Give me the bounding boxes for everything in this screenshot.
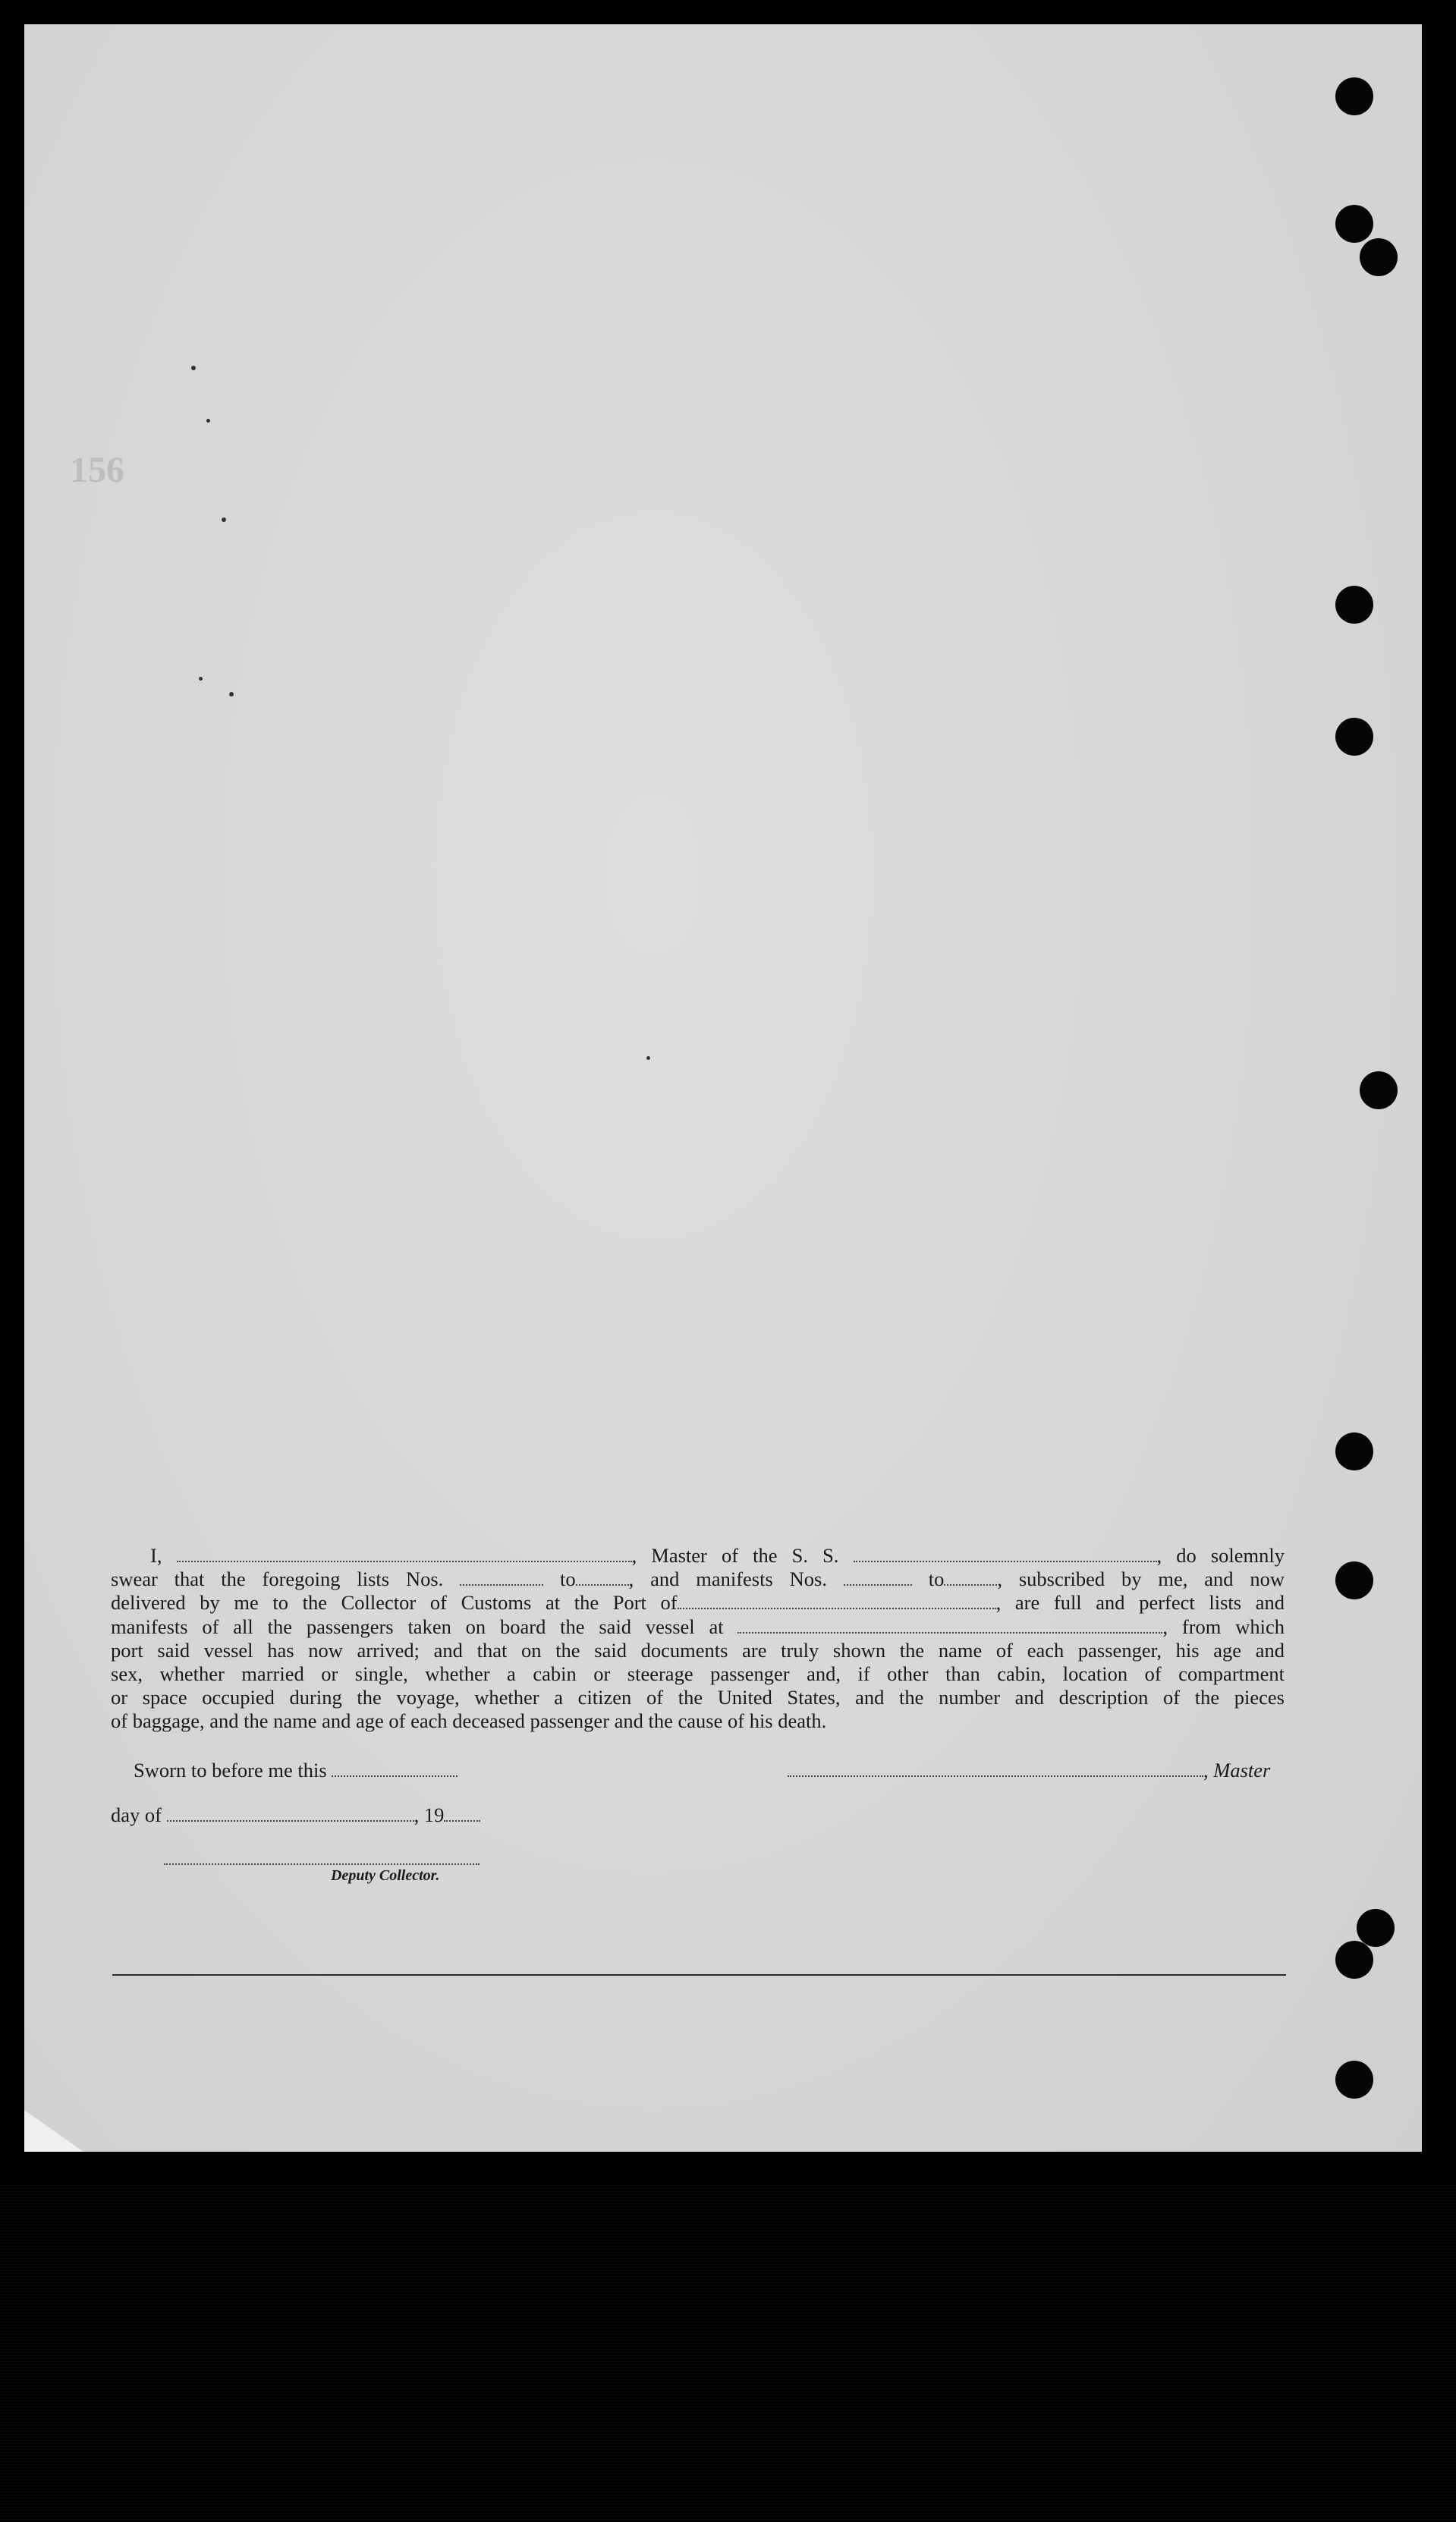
ink-speck — [199, 677, 203, 681]
lists-from-field[interactable] — [460, 1571, 543, 1586]
master-name-field[interactable] — [177, 1547, 632, 1562]
year-field[interactable] — [444, 1807, 480, 1822]
oath-text: , are full and perfect lists and — [995, 1591, 1285, 1615]
scan-background — [0, 2185, 1456, 2522]
oath-text: , from which — [1162, 1615, 1285, 1638]
day-row — [111, 1803, 480, 1827]
oath-line: port said vessel has now arrived; and that on the said documents are truly shown the name of each passenger, his age and — [111, 1638, 1285, 1662]
punch-hole — [1335, 205, 1373, 243]
punch-hole — [1335, 2061, 1373, 2099]
manifests-to-field[interactable] — [944, 1571, 997, 1586]
ink-speck — [222, 517, 226, 522]
oath-text: swear that the foregoing lists Nos. — [111, 1568, 444, 1591]
master-signature-row — [788, 1759, 1270, 1782]
ink-speck — [191, 366, 196, 370]
oath-paragraph — [111, 1544, 1285, 1734]
sworn-row — [134, 1759, 458, 1782]
punch-hole — [1357, 1909, 1395, 1947]
manifests-from-field[interactable] — [844, 1571, 912, 1586]
oath-line — [111, 1568, 1285, 1591]
folded-corner — [24, 2110, 83, 2152]
punch-hole — [1335, 1561, 1373, 1599]
master-label: , Master — [1203, 1759, 1271, 1781]
oath-line: of baggage, and the name and age of each deceased passenger and the cause of his death. — [111, 1709, 827, 1733]
oath-text: I, — [150, 1544, 162, 1567]
punch-hole — [1360, 1071, 1398, 1109]
oath-text: , Master of the S. S. — [631, 1544, 839, 1567]
punch-hole — [1335, 1432, 1373, 1470]
oath-line: sex, whether married or single, whether a cabin or steerage passenger and, if other than cabin, location of compartment — [111, 1662, 1285, 1686]
oath-text: to — [928, 1568, 945, 1591]
punch-hole — [1335, 77, 1373, 115]
port-of-departure-field[interactable] — [737, 1618, 1162, 1634]
lists-to-field[interactable] — [576, 1571, 629, 1586]
sworn-label: Sworn to before me this — [134, 1759, 327, 1781]
oath-text: , subscribed by me, and now — [997, 1568, 1285, 1591]
oath-line: or space occupied during the voyage, whether a citizen of the United States, and the number and description of the pieces — [111, 1686, 1285, 1709]
deputy-collector-label: Deputy Collector. — [331, 1867, 440, 1884]
month-field[interactable] — [167, 1807, 414, 1822]
day-label: day of — [111, 1803, 162, 1826]
oath-text: , do solemnly — [1156, 1544, 1285, 1567]
ink-speck — [229, 692, 234, 697]
oath-line — [111, 1591, 1285, 1615]
oath-text: to — [560, 1568, 576, 1591]
oath-text: delivered by me to the Collector of Customs at the Port of — [111, 1591, 678, 1615]
document-page — [24, 24, 1422, 2152]
master-signature-field[interactable] — [788, 1762, 1203, 1777]
punch-hole — [1335, 1941, 1373, 1979]
oath-text: manifests of all the passengers taken on board the said vessel at — [111, 1615, 724, 1638]
bottom-rule — [112, 1974, 1286, 1976]
sworn-day-field[interactable] — [332, 1762, 458, 1777]
punch-hole — [1335, 718, 1373, 756]
ink-speck — [206, 419, 210, 423]
oath-text: , and manifests Nos. — [628, 1568, 827, 1591]
oath-line — [111, 1615, 1285, 1639]
deputy-signature-line[interactable] — [164, 1863, 480, 1865]
port-of-arrival-field[interactable] — [678, 1594, 996, 1609]
oath-line — [111, 1544, 1285, 1568]
punch-hole — [1360, 238, 1398, 276]
year-prefix: , 19 — [414, 1803, 445, 1826]
ship-name-field[interactable] — [854, 1547, 1157, 1562]
ink-speck — [646, 1056, 650, 1060]
margin-number: 156 — [70, 450, 124, 490]
punch-hole — [1335, 586, 1373, 624]
